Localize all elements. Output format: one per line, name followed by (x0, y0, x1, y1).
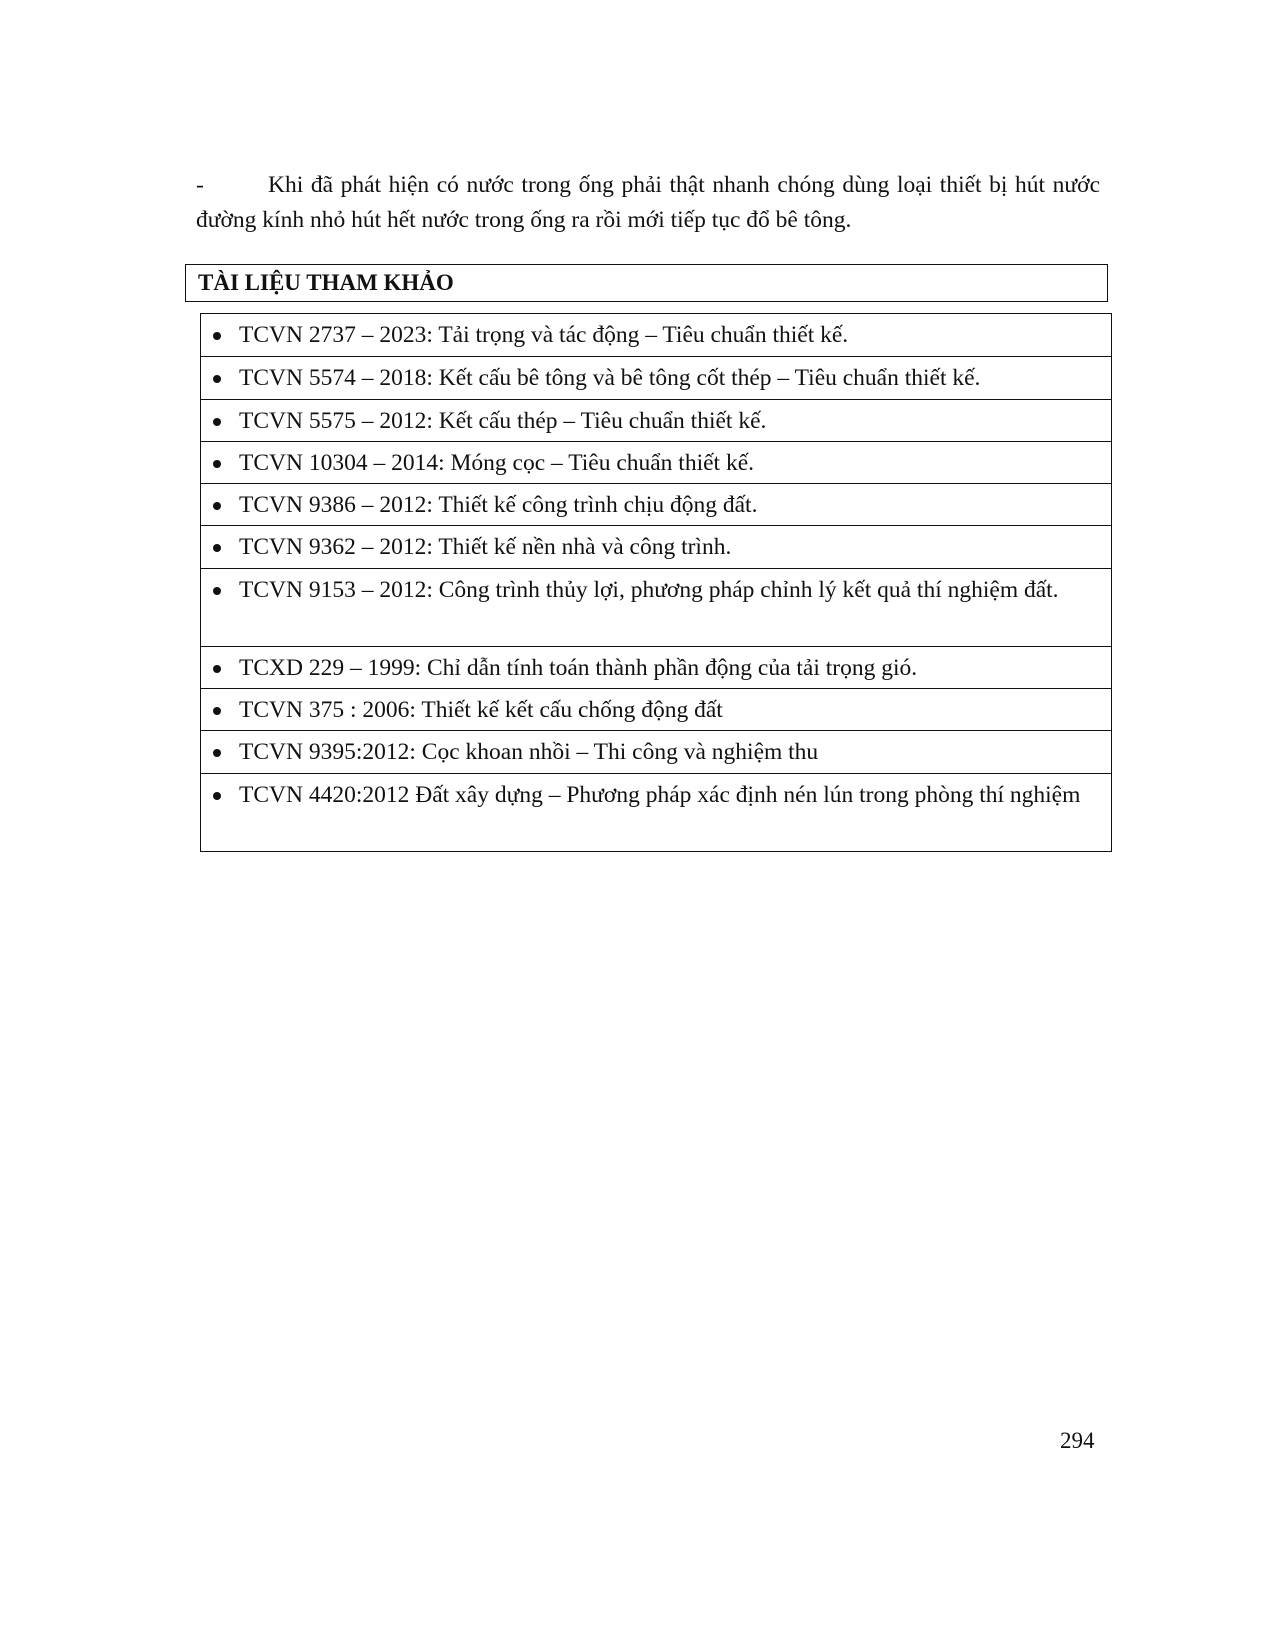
list-item (201, 568, 1111, 646)
bullet-icon (213, 460, 221, 468)
reference-text: TCXD 229 – 1999: Chỉ dẫn tính toán thành phần động của tải trọng gió. (239, 654, 918, 681)
references-heading: TÀI LIỆU THAM KHẢO (185, 264, 1108, 302)
bullet-icon (213, 375, 221, 383)
list-item (201, 314, 1111, 356)
references-list (200, 313, 1112, 852)
bullet-icon (213, 749, 221, 757)
reference-text: TCVN 4420:2012 Đất xây dựng – Phương pháp xác định nén lún trong phòng thí nghiệm (239, 781, 1081, 808)
reference-text: TCVN 9153 – 2012: Công trình thủy lợi, phương pháp chỉnh lý kết quả thí nghiệm đất. (239, 576, 1059, 603)
bullet-icon (213, 332, 221, 340)
list-item (201, 525, 1111, 567)
reference-text: TCVN 9395:2012: Cọc khoan nhồi – Thi công và nghiệm thu (239, 739, 819, 766)
reference-text: TCVN 9362 – 2012: Thiết kế nền nhà và công trình. (239, 534, 732, 561)
bullet-icon (213, 665, 221, 673)
reference-text: TCVN 9386 – 2012: Thiết kế công trình chịu động đất. (239, 492, 758, 519)
list-item (201, 399, 1111, 441)
list-item (201, 646, 1111, 688)
reference-text: TCVN 375 : 2006: Thiết kế kết cấu chống động đất (239, 697, 723, 724)
page-number: 294 (1060, 1428, 1095, 1453)
paragraph-text: Khi đã phát hiện có nước trong ống phải thật nhanh chóng dùng loại thiết bị hút nước đường kính nhỏ hút hết nước trong ống ra rồi mới tiếp tục đổ bê tông. (196, 172, 1100, 233)
reference-text: TCVN 2737 – 2023: Tải trọng và tác động – Tiêu chuẩn thiết kế. (239, 322, 849, 348)
list-item (201, 483, 1111, 525)
list-item (201, 441, 1111, 483)
list-item (201, 356, 1111, 398)
bullet-icon (213, 792, 221, 800)
body-paragraph (196, 168, 1100, 238)
reference-text: TCVN 10304 – 2014: Móng cọc – Tiêu chuẩn thiết kế. (239, 449, 755, 476)
bullet-icon (213, 418, 221, 426)
list-item (201, 773, 1111, 851)
dash-marker: - (196, 172, 204, 198)
list-item (201, 730, 1111, 772)
list-item (201, 688, 1111, 730)
reference-text: TCVN 5574 – 2018: Kết cấu bê tông và bê tông cốt thép – Tiêu chuẩn thiết kế. (239, 365, 981, 392)
reference-text: TCVN 5575 – 2012: Kết cấu thép – Tiêu chuẩn thiết kế. (239, 407, 767, 434)
bullet-icon (213, 502, 221, 510)
bullet-icon (213, 544, 221, 552)
bullet-icon (213, 707, 221, 715)
bullet-icon (213, 587, 221, 595)
